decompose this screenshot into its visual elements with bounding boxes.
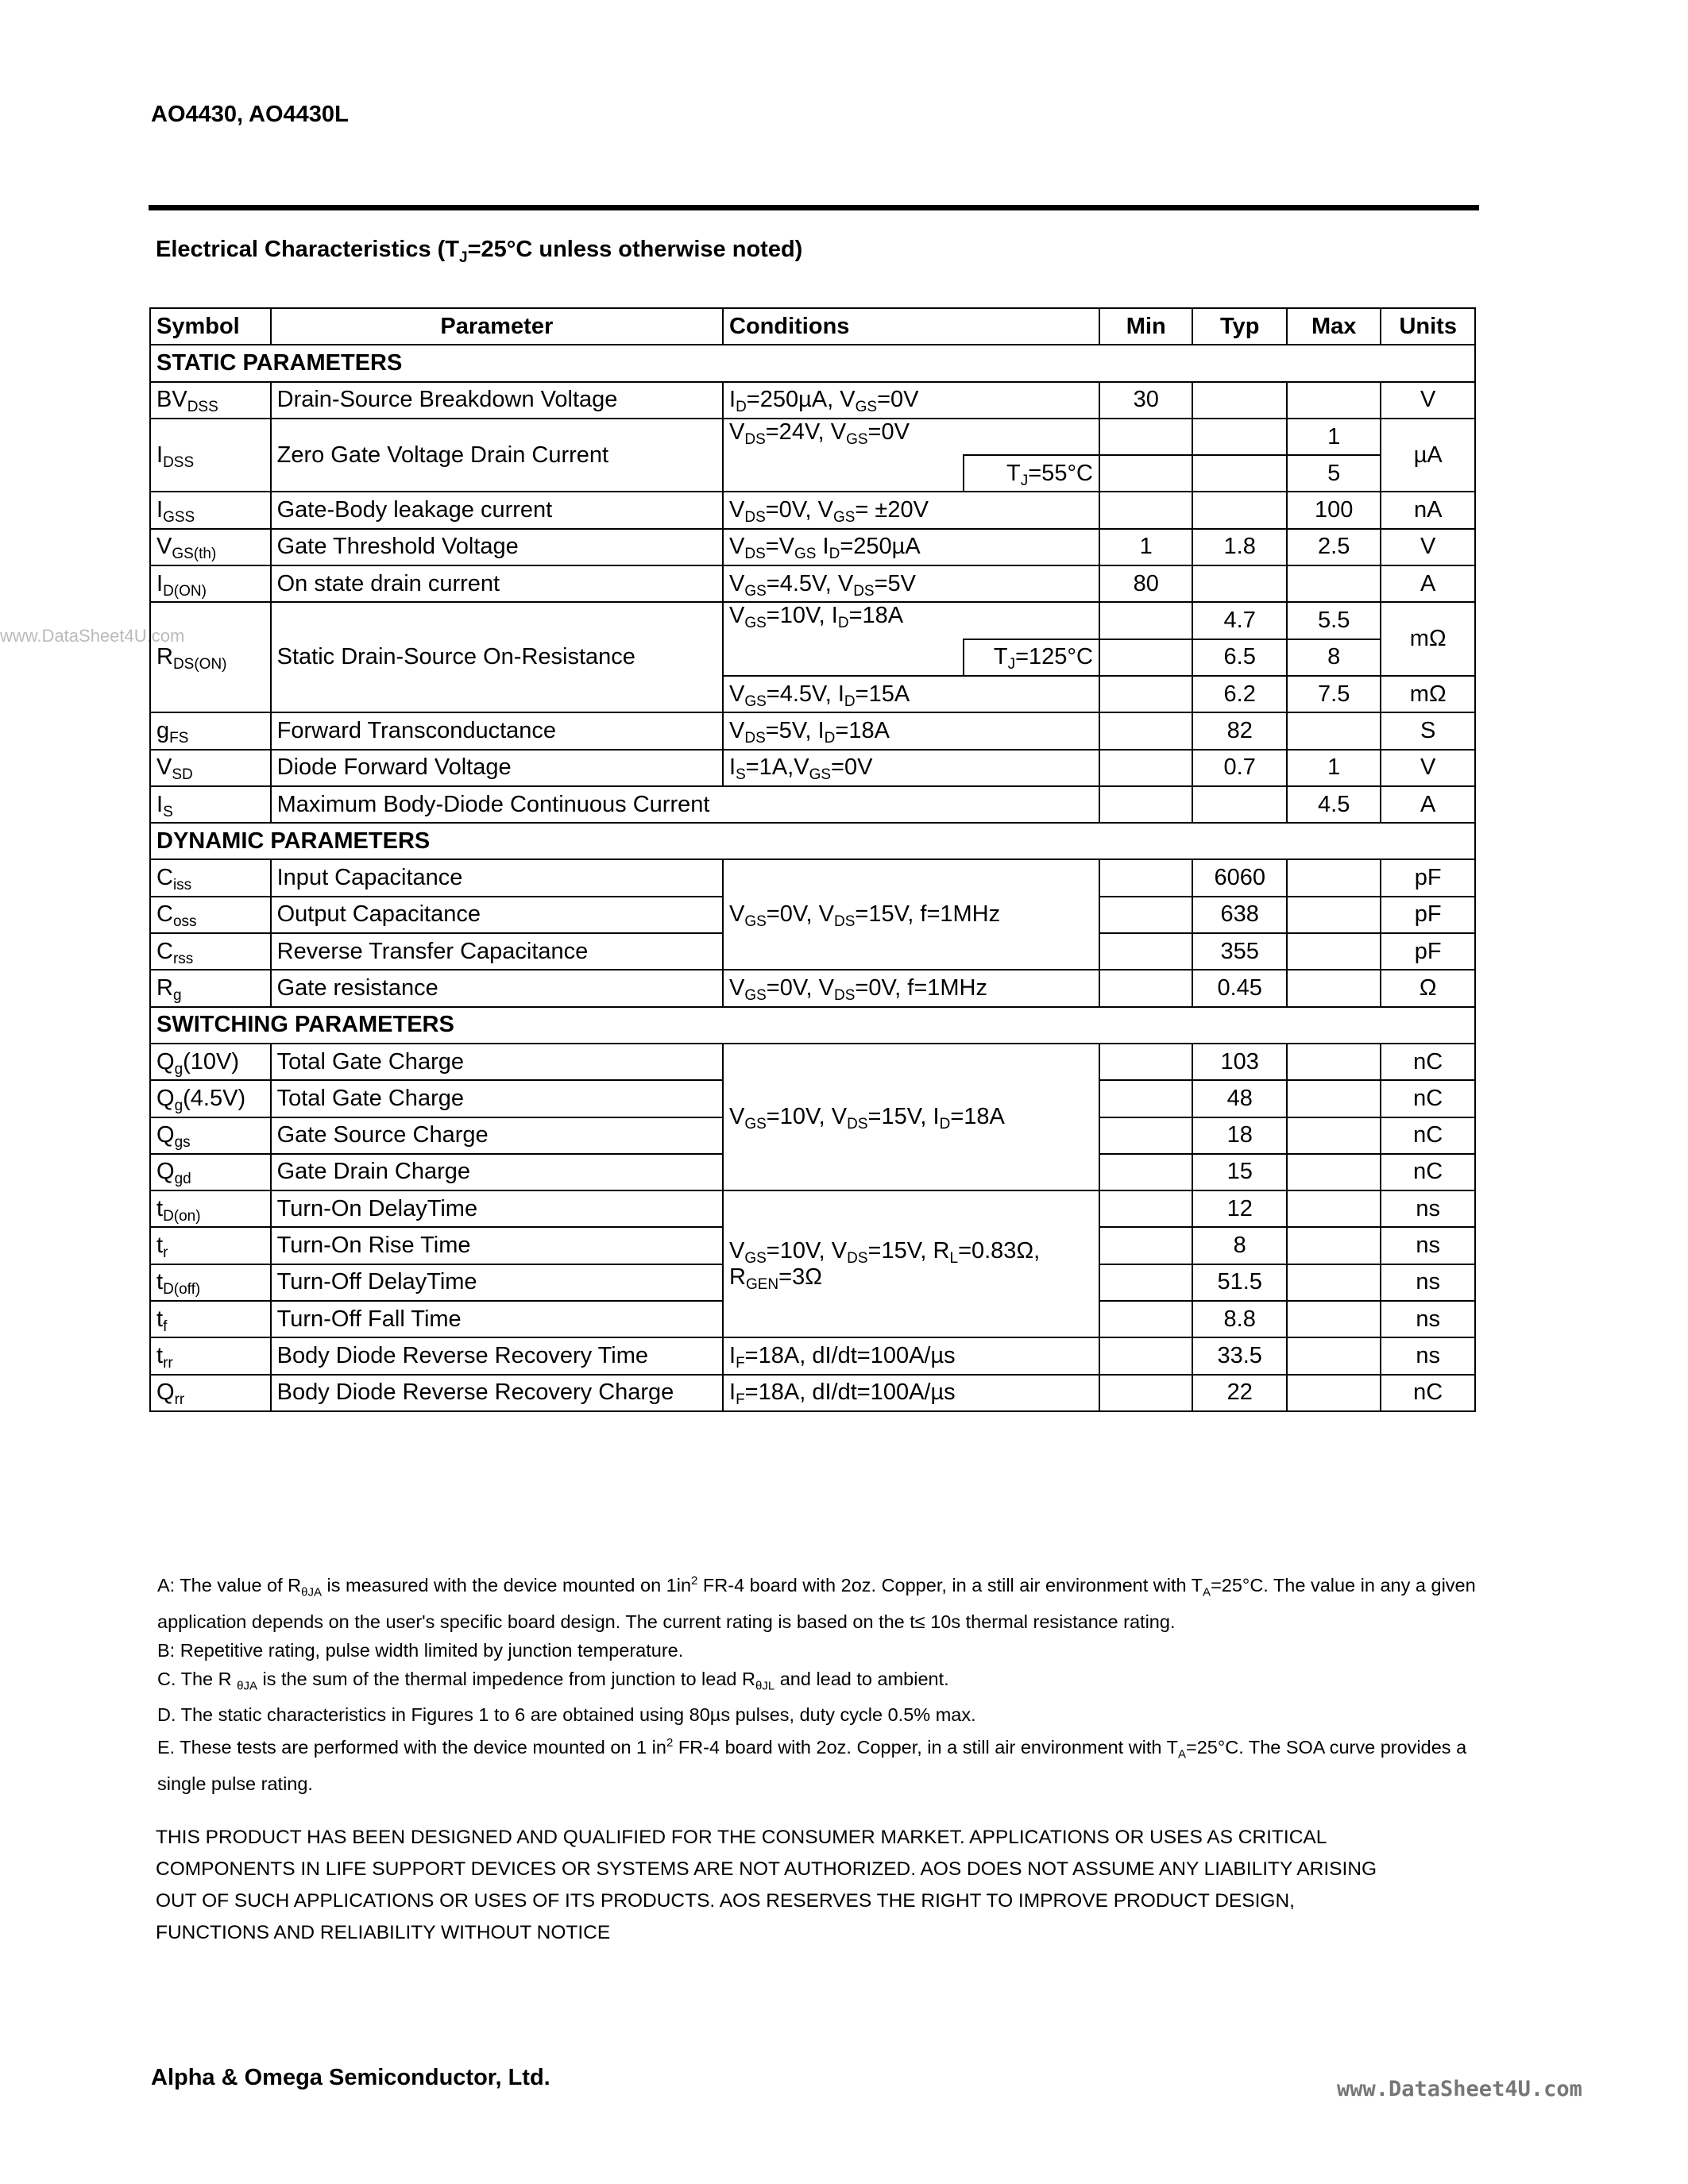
symbol: $R_{DS(ON)}$	[150, 602, 271, 712]
table-cell	[1287, 1154, 1381, 1190]
symbol: $g_{FS}$	[150, 712, 271, 749]
table-row	[150, 492, 1475, 528]
symbol: $I_{DSS}$	[150, 419, 271, 492]
col-typ: Typ	[1192, 308, 1286, 345]
symbol: $t_r$	[150, 1227, 271, 1264]
parameter: Forward Transconductance	[271, 712, 723, 749]
parameter: Output Capacitance	[271, 897, 723, 933]
units: nC	[1381, 1080, 1475, 1117]
parameter: Maximum Body-Diode Continuous Current	[271, 786, 1099, 823]
parameter: Reverse Transfer Capacitance	[271, 933, 723, 970]
note-a: A: The value of $R_{\theta JA}$ is measured with the device mounted on $1in^2$ FR-4 board with 2oz. Copper, in a still air environment with $T_A=25^\circ C$. The value in any a given application depends on the user's specific board design. The current rating is based on the t≤ 10s thermal resistance rating.	[157, 1574, 1476, 1632]
table-cell	[723, 455, 964, 492]
col-parameter: Parameter	[271, 308, 723, 345]
max: 1	[1287, 750, 1381, 786]
typ: 15	[1192, 1154, 1286, 1190]
max: 8	[1287, 639, 1381, 676]
min	[1099, 419, 1192, 455]
electrical-characteristics-table	[149, 307, 1476, 1412]
table-cell	[1099, 897, 1192, 933]
table-row	[150, 382, 1475, 419]
table-cell	[1287, 1301, 1381, 1337]
table-row	[150, 1375, 1475, 1411]
typ: 0.45	[1192, 970, 1286, 1006]
symbol: $t_f$	[150, 1301, 271, 1337]
typ: 638	[1192, 897, 1286, 933]
table-cell	[1099, 933, 1192, 970]
table-cell	[1099, 1044, 1192, 1080]
disclaimer-line: THIS PRODUCT HAS BEEN DESIGNED AND QUALIFIED FOR THE CONSUMER MARKET. APPLICATIONS OR USES AS CRITICAL	[156, 1827, 1327, 1848]
table-cell	[1099, 1227, 1192, 1264]
units: V	[1381, 750, 1475, 786]
section-dynamic: DYNAMIC PARAMETERS	[150, 823, 1475, 859]
table-cell	[1287, 1264, 1381, 1301]
watermark-left: www.DataSheet4U.com	[0, 626, 185, 646]
units: nC	[1381, 1375, 1475, 1411]
table-row	[150, 529, 1475, 565]
col-conditions: Conditions	[723, 308, 1099, 345]
table-cell	[1287, 897, 1381, 933]
conditions: $I_S=1A,V_{GS}=0V$	[723, 750, 1099, 786]
min: 1	[1099, 529, 1192, 565]
parameter: Body Diode Reverse Recovery Charge	[271, 1375, 723, 1411]
units: pF	[1381, 859, 1475, 896]
table-row	[150, 1337, 1475, 1374]
conditions: $V_{GS}=4.5V$, $V_{DS}=5V$	[723, 565, 1099, 602]
disclaimer-line: OUT OF SUCH APPLICATIONS OR USES OF ITS PRODUCTS. AOS RESERVES THE RIGHT TO IMPROVE PRODUCT DESIGN,	[156, 1890, 1295, 1912]
typ: 8.8	[1192, 1301, 1286, 1337]
typ: 51.5	[1192, 1264, 1286, 1301]
section-heading: Electrical Characteristics ($T_J=25^\circ C$ unless otherwise noted)	[156, 237, 803, 266]
table-cell	[1287, 970, 1381, 1006]
table-cell	[1099, 639, 1192, 676]
conditions: $V_{DS}=0V$, $V_{GS}= \pm 20V$	[723, 492, 1099, 528]
units: nC	[1381, 1044, 1475, 1080]
table-cell	[1099, 1190, 1192, 1227]
symbol: $V_{GS(th)}$	[150, 529, 271, 565]
parameter: Total Gate Charge	[271, 1080, 723, 1117]
units: Ω	[1381, 970, 1475, 1006]
conditions: $V_{DS}=V_{GS}$ $I_D=250\mu A$	[723, 529, 1099, 565]
table-cell	[1099, 1264, 1192, 1301]
table-cell	[1287, 1080, 1381, 1117]
table-row	[150, 750, 1475, 786]
footnotes	[157, 1567, 1476, 1798]
min: 30	[1099, 382, 1192, 419]
symbol: $I_{GSS}$	[150, 492, 271, 528]
units: ns	[1381, 1337, 1475, 1374]
disclaimer	[156, 1822, 1474, 1949]
units: nC	[1381, 1154, 1475, 1190]
parameter: Turn-Off DelayTime	[271, 1264, 723, 1301]
table-cell	[1099, 492, 1192, 528]
parameter: Turn-On Rise Time	[271, 1227, 723, 1264]
table-cell	[1192, 565, 1286, 602]
units: V	[1381, 382, 1475, 419]
units: nA	[1381, 492, 1475, 528]
symbol: $Q_g(10V)$	[150, 1044, 271, 1080]
table-row	[150, 1190, 1475, 1227]
symbol: $t_{D(on)}$	[150, 1190, 271, 1227]
table-cell	[1287, 933, 1381, 970]
max: 1	[1287, 419, 1381, 455]
table-cell	[1287, 565, 1381, 602]
units: mΩ	[1381, 676, 1475, 712]
conditions: $V_{GS}=10V$, $V_{DS}=15V$, $R_L=0.83\Omega$, $R_{GEN}=3\Omega$	[723, 1190, 1099, 1337]
typ: 1.8	[1192, 529, 1286, 565]
units: A	[1381, 565, 1475, 602]
max	[1287, 382, 1381, 419]
typ: 355	[1192, 933, 1286, 970]
parameter: Drain-Source Breakdown Voltage	[271, 382, 723, 419]
disclaimer-line: COMPONENTS IN LIFE SUPPORT DEVICES OR SYSTEMS ARE NOT AUTHORIZED. AOS DOES NOT ASSUME ANY LIABILITY ARISING	[156, 1858, 1377, 1880]
units: ns	[1381, 1264, 1475, 1301]
table-cell	[1099, 712, 1192, 749]
symbol: $C_{oss}$	[150, 897, 271, 933]
units: ns	[1381, 1190, 1475, 1227]
units: A	[1381, 786, 1475, 823]
note-d: D. The static characteristics in Figures 1 to 6 are obtained using 80µs pulses, duty cycle 0.5% max.	[157, 1704, 976, 1726]
note-b: B: Repetitive rating, pulse width limited by junction temperature.	[157, 1639, 684, 1661]
conditions: $I_F=18A$, dI/dt=100A/µs	[723, 1337, 1099, 1374]
parameter: Diode Forward Voltage	[271, 750, 723, 786]
typ: 48	[1192, 1080, 1286, 1117]
symbol: $t_{D(off)}$	[150, 1264, 271, 1301]
units: mΩ	[1381, 602, 1475, 676]
col-units: Units	[1381, 308, 1475, 345]
note-c: C. The R $_{\theta JA}$ is the sum of the thermal impedence from junction to lead $R_{\theta JL}$ and lead to ambient.	[157, 1668, 949, 1693]
top-rule	[149, 205, 1479, 210]
table-cell	[1287, 1044, 1381, 1080]
symbol: $BV_{DSS}$	[150, 382, 271, 419]
typ	[1192, 455, 1286, 492]
table-cell	[1099, 1080, 1192, 1117]
table-cell	[1099, 1117, 1192, 1154]
table-cell	[1099, 1337, 1192, 1374]
conditions: $V_{GS}=0V$, $V_{DS}=0V$, f=1MHz	[723, 970, 1099, 1006]
conditions-temp: $T_J=55^\circ C$	[964, 455, 1099, 492]
typ: 6060	[1192, 859, 1286, 896]
typ: 12	[1192, 1190, 1286, 1227]
parameter: Gate resistance	[271, 970, 723, 1006]
symbol: $V_{SD}$	[150, 750, 271, 786]
units: pF	[1381, 933, 1475, 970]
max: 7.5	[1287, 676, 1381, 712]
typ: 22	[1192, 1375, 1286, 1411]
typ: 33.5	[1192, 1337, 1286, 1374]
parameter: Gate Drain Charge	[271, 1154, 723, 1190]
units: ns	[1381, 1227, 1475, 1264]
table-cell	[1099, 1375, 1192, 1411]
units: pF	[1381, 897, 1475, 933]
parameter: Turn-On DelayTime	[271, 1190, 723, 1227]
typ: 18	[1192, 1117, 1286, 1154]
parameter: Input Capacitance	[271, 859, 723, 896]
parameter: Body Diode Reverse Recovery Time	[271, 1337, 723, 1374]
table-cell	[1287, 1375, 1381, 1411]
typ: 103	[1192, 1044, 1286, 1080]
table-row	[150, 419, 1475, 455]
symbol: $Q_g(4.5V)$	[150, 1080, 271, 1117]
parameter: On state drain current	[271, 565, 723, 602]
conditions-temp: $T_J=125^\circ C$	[964, 639, 1099, 676]
conditions: $V_{DS}=5V$, $I_D=18A$	[723, 712, 1099, 749]
conditions: $V_{GS}=0V$, $V_{DS}=15V$, f=1MHz	[723, 859, 1099, 970]
document-title: AO4430, AO4430L	[151, 102, 349, 127]
min	[1099, 455, 1192, 492]
max: 100	[1287, 492, 1381, 528]
section-static: STATIC PARAMETERS	[150, 345, 1475, 381]
col-min: Min	[1099, 308, 1192, 345]
max: 4.5	[1287, 786, 1381, 823]
conditions: $V_{GS}=10V$, $V_{DS}=15V$, $I_D=18A$	[723, 1044, 1099, 1190]
min: 80	[1099, 565, 1192, 602]
parameter: Gate Threshold Voltage	[271, 529, 723, 565]
units: ns	[1381, 1301, 1475, 1337]
table-cell	[1192, 492, 1286, 528]
table-cell	[1099, 602, 1192, 639]
table-cell	[1287, 1337, 1381, 1374]
table-row	[150, 1044, 1475, 1080]
units: S	[1381, 712, 1475, 749]
typ: 6.5	[1192, 639, 1286, 676]
parameter: Static Drain-Source On-Resistance	[271, 602, 723, 712]
symbol: $C_{iss}$	[150, 859, 271, 896]
conditions: $I_D=250\mu A$, $V_{GS}=0V$	[723, 382, 1099, 419]
table-row	[150, 786, 1475, 823]
header-row	[150, 308, 1475, 345]
conditions: $V_{GS}=10V$, $I_D=18A$	[723, 602, 1099, 639]
symbol: $I_S$	[150, 786, 271, 823]
typ: 82	[1192, 712, 1286, 749]
table-cell	[1287, 1227, 1381, 1264]
table-cell	[1099, 1154, 1192, 1190]
typ: 6.2	[1192, 676, 1286, 712]
disclaimer-line: FUNCTIONS AND RELIABILITY WITHOUT NOTICE	[156, 1922, 611, 1943]
max: 5.5	[1287, 602, 1381, 639]
conditions: $V_{GS}=4.5V$, $I_D=15A$	[723, 676, 1099, 712]
symbol: $t_{rr}$	[150, 1337, 271, 1374]
symbol: $I_{D(ON)}$	[150, 565, 271, 602]
table-cell	[1099, 750, 1192, 786]
typ: 8	[1192, 1227, 1286, 1264]
table-cell	[1099, 786, 1192, 823]
typ	[1192, 382, 1286, 419]
note-e: E. These tests are performed with the device mounted on 1 $in^2$ FR-4 board with 2oz. Copper, in a still air environment with $T_A=25^\circ C$. The SOA curve provides a single pulse rating.	[157, 1736, 1467, 1794]
table-cell	[1099, 676, 1192, 712]
section-switching: SWITCHING PARAMETERS	[150, 1007, 1475, 1044]
parameter: Gate-Body leakage current	[271, 492, 723, 528]
parameter: Gate Source Charge	[271, 1117, 723, 1154]
table-row	[150, 970, 1475, 1006]
units: µA	[1381, 419, 1475, 492]
table-cell	[1287, 712, 1381, 749]
symbol: $C_{rss}$	[150, 933, 271, 970]
parameter: Zero Gate Voltage Drain Current	[271, 419, 723, 492]
watermark-right: www.DataSheet4U.com	[1337, 2077, 1582, 2101]
table-cell	[1099, 1301, 1192, 1337]
units: V	[1381, 529, 1475, 565]
typ: 4.7	[1192, 602, 1286, 639]
max: 5	[1287, 455, 1381, 492]
typ	[1192, 419, 1286, 455]
conditions: $I_F=18A$, dI/dt=100A/µs	[723, 1375, 1099, 1411]
table-row	[150, 565, 1475, 602]
conditions: $V_{DS}=24V$, $V_{GS}=0V$	[723, 419, 1099, 455]
table-cell	[1287, 1190, 1381, 1227]
symbol: $Q_{rr}$	[150, 1375, 271, 1411]
max: 2.5	[1287, 529, 1381, 565]
table-row	[150, 602, 1475, 639]
table-row	[150, 859, 1475, 896]
table-cell	[1287, 1117, 1381, 1154]
symbol: $Q_{gs}$	[150, 1117, 271, 1154]
col-max: Max	[1287, 308, 1381, 345]
parameter: Turn-Off Fall Time	[271, 1301, 723, 1337]
symbol: $R_g$	[150, 970, 271, 1006]
table-cell	[1287, 859, 1381, 896]
table-row	[150, 712, 1475, 749]
col-symbol: Symbol	[150, 308, 271, 345]
units: nC	[1381, 1117, 1475, 1154]
table-cell	[1099, 859, 1192, 896]
table-cell	[1099, 970, 1192, 1006]
symbol: $Q_{gd}$	[150, 1154, 271, 1190]
company-name: Alpha & Omega Semiconductor, Ltd.	[151, 2065, 550, 2090]
parameter: Total Gate Charge	[271, 1044, 723, 1080]
table-cell	[1192, 786, 1286, 823]
typ: 0.7	[1192, 750, 1286, 786]
table-cell	[723, 639, 964, 676]
